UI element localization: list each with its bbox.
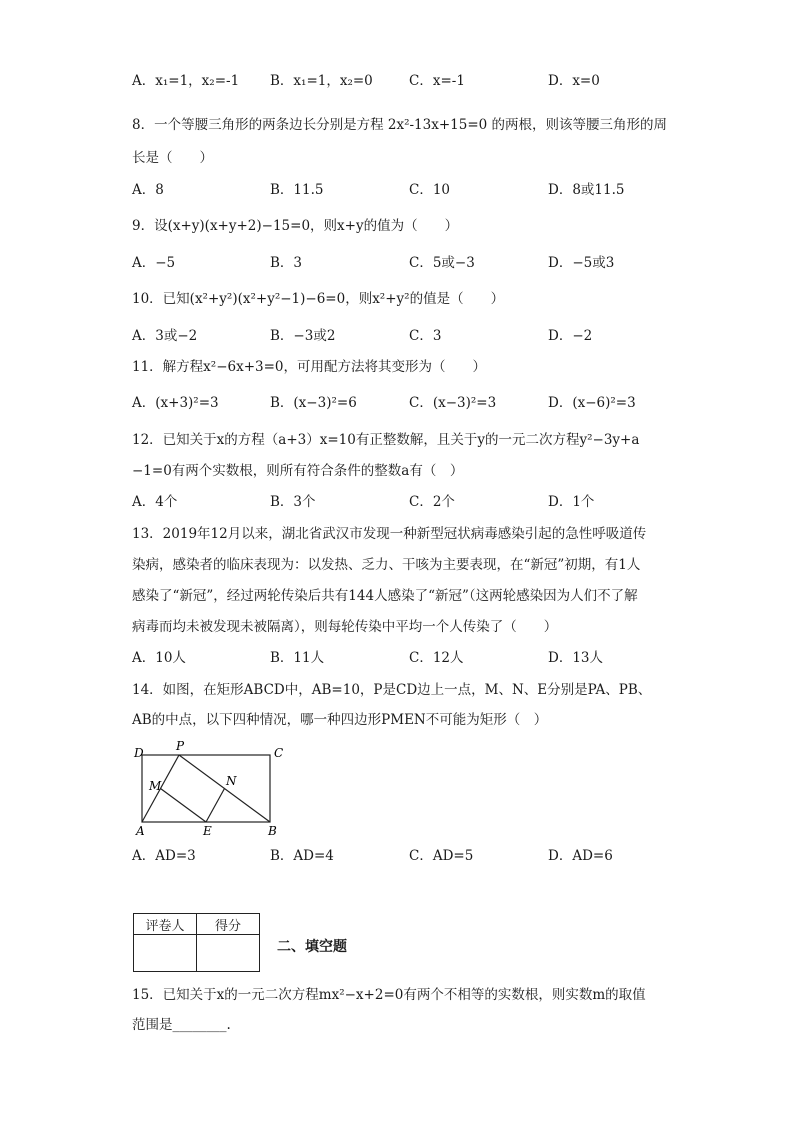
- score-table-score-header: 得分: [197, 914, 260, 935]
- label-b: B: [268, 824, 277, 838]
- q9-option-b: B．3: [270, 255, 303, 271]
- q14-option-d: D．AD=6: [548, 848, 613, 864]
- q13-option-c: C．12人: [409, 650, 464, 666]
- q7-option-a: A．x₁=1，x₂=-1: [132, 73, 240, 89]
- q14-options: [132, 846, 672, 866]
- q13-stem-line3: 感染了“新冠”，经过两轮传染后共有144人感染了“新冠”（这两轮感染因为人们不了解: [132, 588, 638, 604]
- q7-option-d: D．x=0: [548, 73, 600, 89]
- q10-option-d: D．−2: [548, 328, 593, 344]
- q8-stem-line2: 长是（ ）: [132, 150, 213, 166]
- segment-ne: [206, 789, 225, 823]
- q9-option-a: A．−5: [132, 255, 176, 271]
- score-table-grader-cell[interactable]: [134, 935, 197, 972]
- q11-option-d: D．(x−6)²=3: [548, 395, 636, 411]
- q7-options: [132, 71, 672, 91]
- q13-option-a: A．10人: [132, 650, 186, 666]
- q14-stem-line2: AB的中点，以下四种情况，哪一种四边形PMEN不可能为矩形（ ）: [132, 712, 548, 728]
- q12-stem-line2: −1=0有两个实数根，则所有符合条件的整数a有（ ）: [132, 463, 464, 479]
- score-table: [133, 913, 260, 972]
- score-table-score-cell[interactable]: [197, 935, 260, 972]
- label-n: N: [226, 774, 237, 788]
- q8-option-d: D．8或11.5: [548, 182, 625, 198]
- label-p: P: [176, 739, 185, 753]
- q13-stem-line2: 染病，感染者的临床表现为：以发热、乏力、干咳为主要表现，在“新冠”初期，有1人: [132, 557, 641, 573]
- segment-me: [161, 789, 207, 823]
- q12-option-b: B．3个: [270, 494, 316, 510]
- q14-option-b: B．AD=4: [270, 848, 334, 864]
- q12-option-d: D．1个: [548, 494, 595, 510]
- q10-option-a: A．3或−2: [132, 328, 198, 344]
- q8-option-a: A．8: [132, 182, 164, 198]
- q13-option-b: B．11人: [270, 650, 325, 666]
- q12-option-c: C．2个: [409, 494, 455, 510]
- score-table-grader-header: 评卷人: [134, 914, 197, 935]
- q10-stem: 10．已知(x²+y²)(x²+y²−1)−6=0，则x²+y²的值是（ ）: [132, 291, 505, 307]
- label-a: A: [136, 824, 145, 838]
- q13-options: [132, 648, 672, 668]
- q14-option-a: A．AD=3: [132, 848, 196, 864]
- q15-stem-line2: 范围是________.: [132, 1017, 231, 1033]
- q10-option-b: B．−3或2: [270, 328, 336, 344]
- q11-options: [132, 393, 672, 413]
- q14-option-c: C．AD=5: [409, 848, 474, 864]
- q8-stem-line1: 8．一个等腰三角形的两条边长分别是方程 2x²-13x+15=0 的两根，则该等腰三角形的周: [132, 117, 668, 133]
- q13-stem-line4: 病毒而均未被发现未被隔离），则每轮传染中平均一个人传染了（ ）: [132, 619, 558, 635]
- q10-options: [132, 326, 672, 346]
- q15-stem-line1: 15．已知关于x的一元二次方程mx²−x+2=0有两个不相等的实数根，则实数m的取值: [132, 987, 646, 1003]
- label-c: C: [274, 746, 284, 760]
- q9-option-c: C．5或−3: [409, 255, 475, 271]
- q8-option-b: B．11.5: [270, 182, 324, 198]
- q9-options: [132, 253, 672, 273]
- q7-option-c: C．x=-1: [409, 73, 465, 89]
- q11-option-c: C．(x−3)²=3: [409, 395, 497, 411]
- q13-option-d: D．13人: [548, 650, 604, 666]
- rectangle-figure: [132, 738, 292, 838]
- q11-option-b: B．(x−3)²=6: [270, 395, 357, 411]
- q12-stem-line1: 12．已知关于x的方程（a+3）x=10有正整数解，且关于y的一元二次方程y²−3y+a: [132, 432, 640, 448]
- q11-stem: 11．解方程x²−6x+3=0，可用配方法将其变形为（ ）: [132, 359, 487, 375]
- q9-stem: 9．设(x+y)(x+y+2)−15=0，则x+y的值为（ ）: [132, 218, 459, 234]
- q14-stem-line1: 14．如图，在矩形ABCD中，AB=10，P是CD边上一点，M、N、E分别是PA、PB、: [132, 682, 652, 698]
- q12-options: [132, 492, 672, 512]
- q8-option-c: C．10: [409, 182, 451, 198]
- label-m: M: [149, 779, 162, 793]
- q8-options: [132, 180, 672, 200]
- q7-option-b: B．x₁=1，x₂=0: [270, 73, 373, 89]
- q12-option-a: A．4个: [132, 494, 178, 510]
- q13-stem-line1: 13．2019年12月以来，湖北省武汉市发现一种新型冠状病毒感染引起的急性呼吸道传: [132, 526, 647, 542]
- q9-option-d: D．−5或3: [548, 255, 615, 271]
- section-title: 二、填空题: [277, 939, 347, 955]
- label-d: D: [134, 746, 144, 760]
- q10-option-c: C．3: [409, 328, 442, 344]
- label-e: E: [203, 824, 212, 838]
- q11-option-a: A．(x+3)²=3: [132, 395, 219, 411]
